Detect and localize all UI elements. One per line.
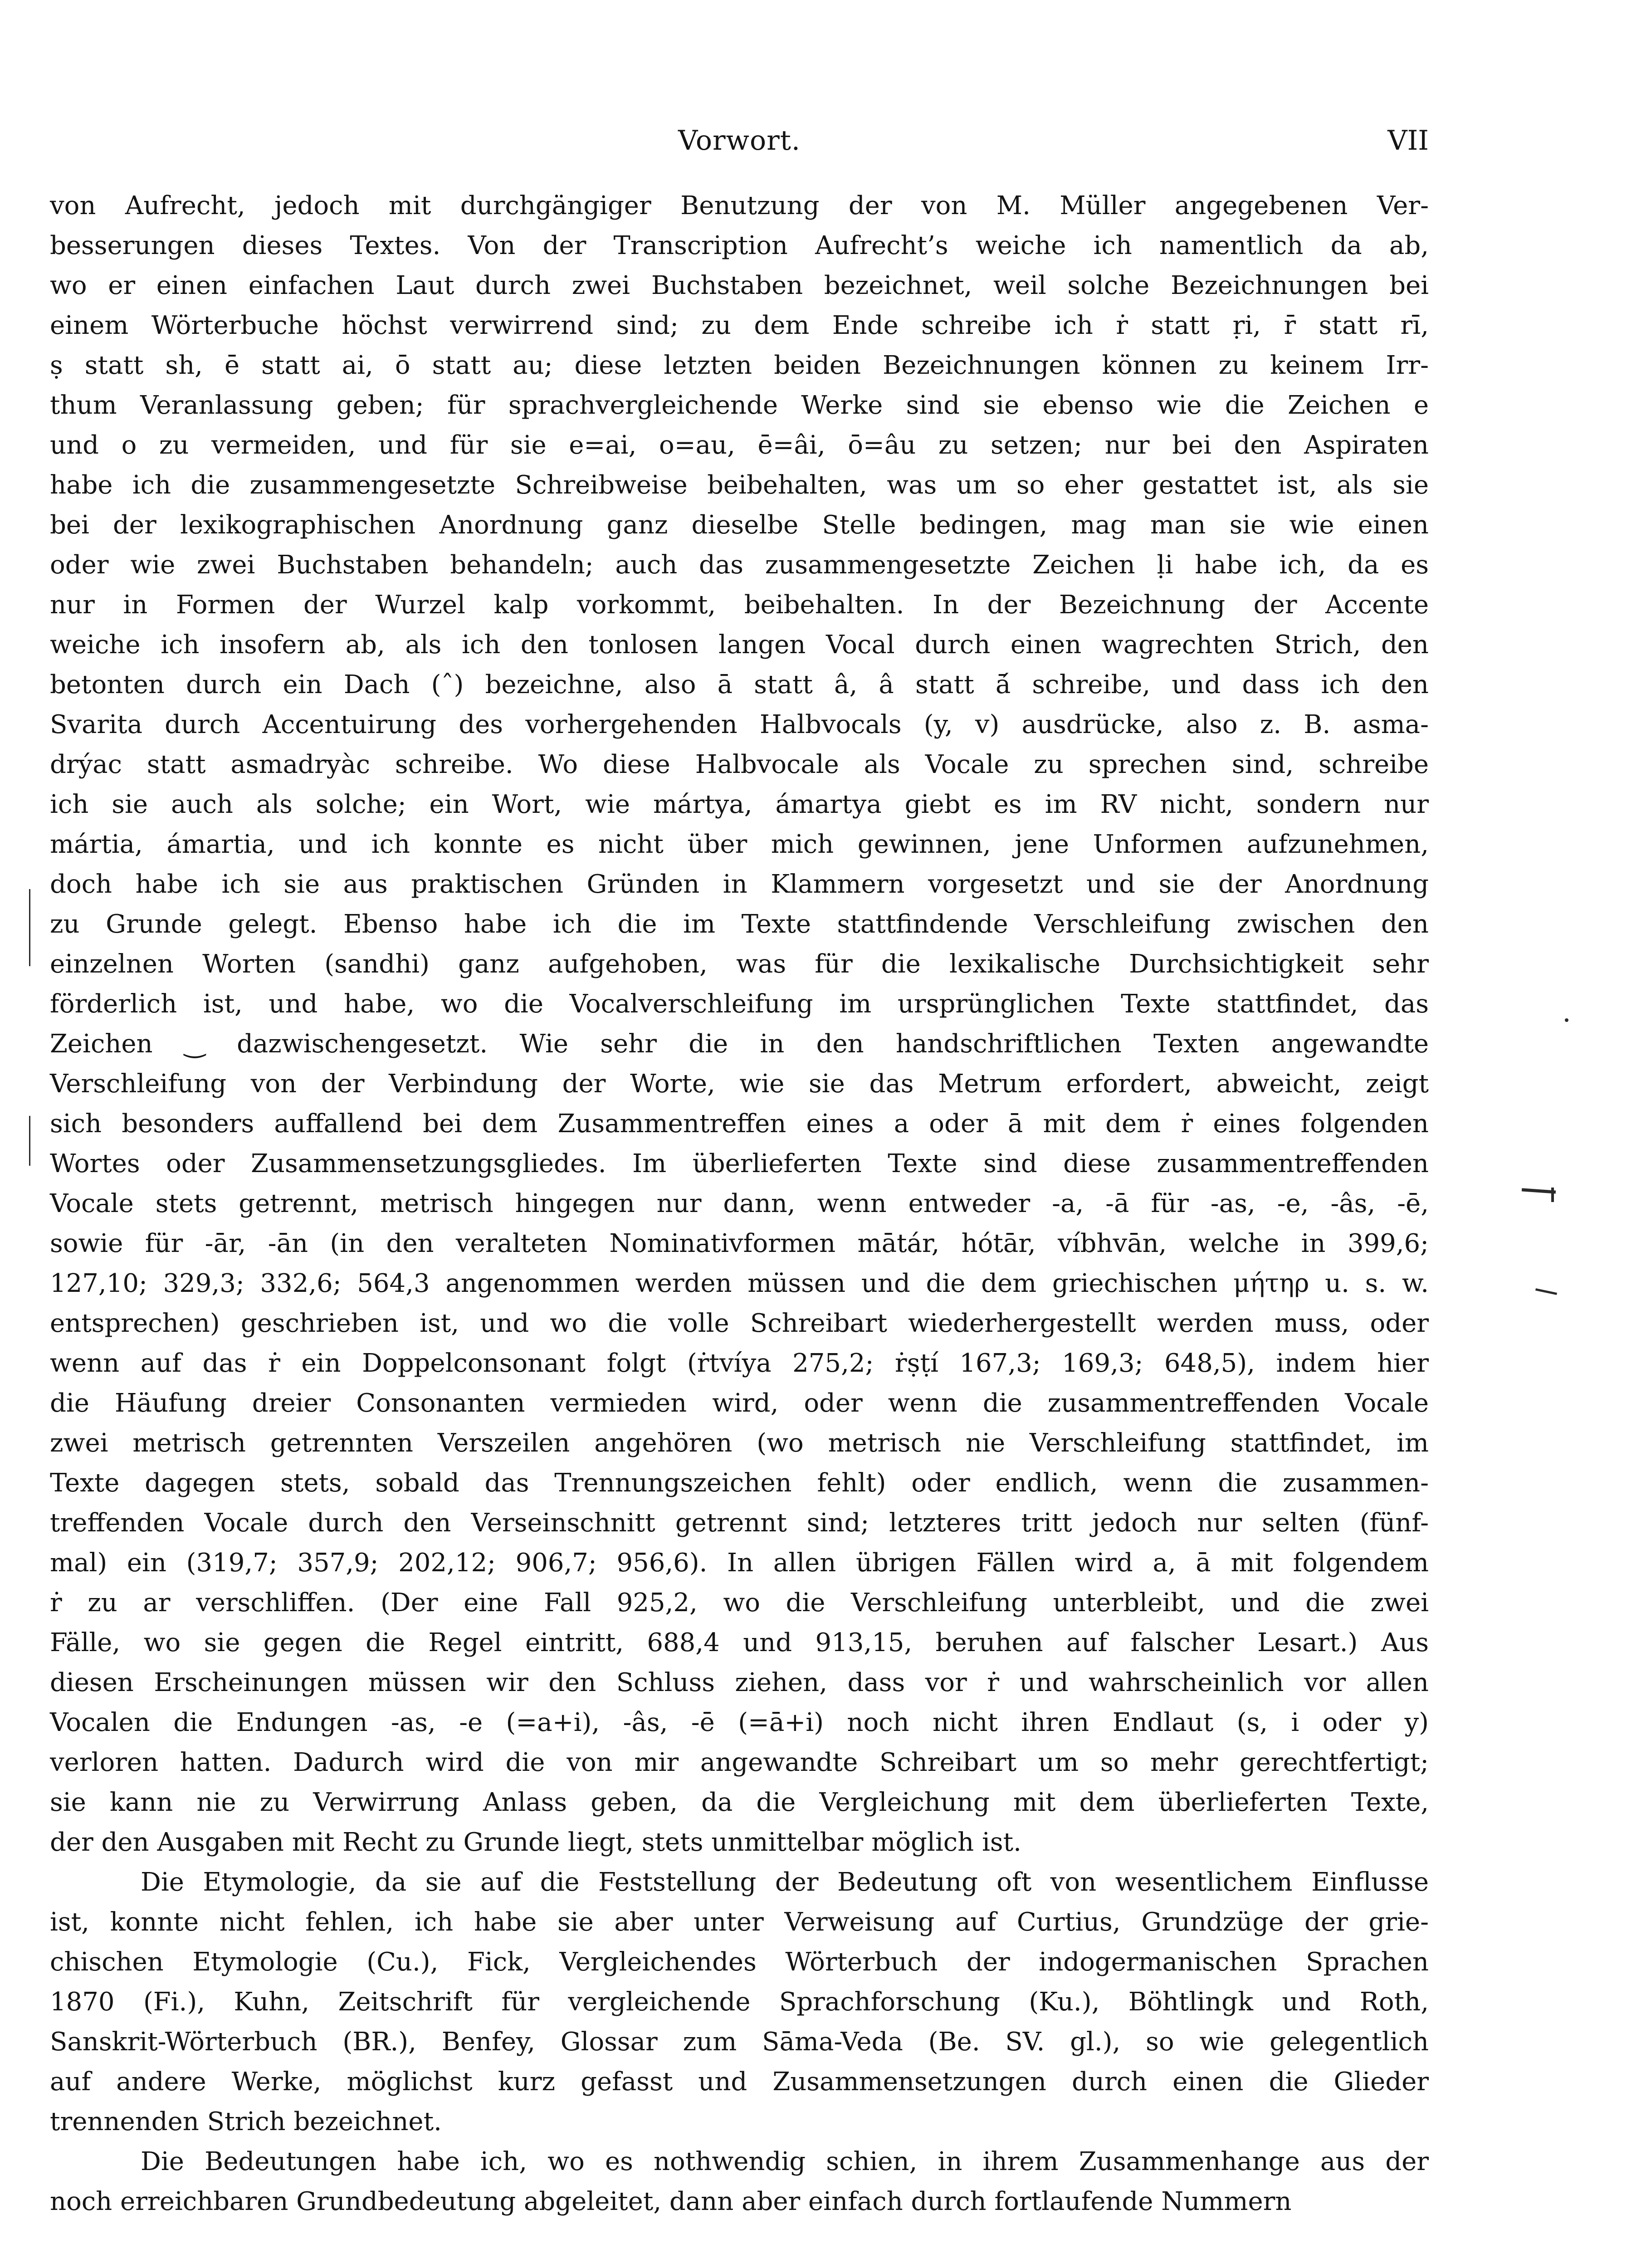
text-line: betonten durch ein Dach (ˆ) bezeichne, also ā statt â, â statt ā́ schreibe, und dass ich den	[50, 670, 1429, 699]
text-line: Wortes oder Zusammensetzungsgliedes. Im überlieferten Texte sind diese zusammentreffenden	[50, 1149, 1429, 1178]
text-line: treffenden Vocale durch den Verseinschnitt getrennt sind; letzteres tritt jedoch nur selten (fünf-	[50, 1508, 1429, 1538]
text-line: zu Grunde gelegt. Ebenso habe ich die im Texte stattfindende Verschleifung zwischen den	[50, 909, 1429, 939]
body-text	[50, 186, 1429, 2222]
text-line: 127,10; 329,3; 332,6; 564,3 angenommen werden müssen und die dem griechischen μήτηρ u. s. w.	[50, 1269, 1429, 1298]
running-title: Vorwort.	[678, 125, 801, 156]
text-line: sowie für -ār, -ān (in den veralteten Nominativformen mātár, hótār, víbhvān, welche in 399,6;	[50, 1229, 1429, 1258]
text-line: zwei metrisch getrennten Verszeilen angehören (wo metrisch nie Verschleifung stattfindet, im	[50, 1428, 1429, 1458]
text-line: einzelnen Worten (sandhi) ganz aufgehoben, was für die lexikalische Durchsichtigkeit sehr	[50, 949, 1429, 979]
text-line: wenn auf das ṙ ein Doppelconsonant folgt (ṙtvíya 275,2; ṙṣṭí 167,3; 169,3; 648,5), indem hier	[50, 1349, 1429, 1378]
text-line: mal) ein (319,7; 357,9; 202,12; 906,7; 956,6). In allen übrigen Fällen wird a, ā mit folgendem	[50, 1548, 1429, 1578]
text-line: besserungen dieses Textes. Von der Transcription Aufrecht’s weiche ich namentlich da ab,	[50, 231, 1429, 260]
text-line: verloren hatten. Dadurch wird die von mir angewandte Schreibart um so mehr gerechtfertigt;	[50, 1748, 1429, 1777]
text-line: ṙ zu ar verschliffen. (Der eine Fall 925,2, wo die Verschleifung unterbleibt, und die zwei	[50, 1588, 1429, 1618]
text-line: chischen Etymologie (Cu.), Fick, Vergleichendes Wörterbuch der indogermanischen Sprachen	[50, 1947, 1429, 1977]
text-line: der den Ausgaben mit Recht zu Grunde liegt, stets unmittelbar möglich ist.	[50, 1828, 1021, 1857]
text-line: oder wie zwei Buchstaben behandeln; auch das zusammengesetzte Zeichen ḷi habe ich, da es	[50, 550, 1429, 580]
text-line: Zeichen ‿ dazwischengesetzt. Wie sehr die in den handschriftlichen Texten angewandte	[50, 1029, 1429, 1059]
text-line: auf andere Werke, möglichst kurz gefasst und Zusammensetzungen durch einen die Glieder	[50, 2067, 1429, 2097]
text-line: thum Veranlassung geben; für sprachvergleichende Werke sind sie ebenso wie die Zeichen e	[50, 391, 1429, 420]
margin-mark	[1522, 1188, 1556, 1193]
text-line: habe ich die zusammengesetzte Schreibweise beibehalten, was um so eher gestattet ist, als sie	[50, 470, 1429, 500]
margin-mark	[1565, 1018, 1568, 1022]
text-line: ist, konnte nicht fehlen, ich habe sie aber unter Verweisung auf Curtius, Grundzüge der grie-	[50, 1907, 1429, 1937]
margin-mark	[29, 889, 30, 966]
text-line: trennenden Strich bezeichnet.	[50, 2107, 442, 2136]
text-line: weiche ich insofern ab, als ich den tonlosen langen Vocal durch einen wagrechten Strich, den	[50, 630, 1429, 660]
text-line: sich besonders auffallend bei dem Zusammentreffen eines a oder ā mit dem ṙ eines folgenden	[50, 1109, 1429, 1139]
text-line: drýac statt asmadryàc schreibe. Wo diese Halbvocale als Vocale zu sprechen sind, schreibe	[50, 750, 1429, 779]
text-line: einem Wörterbuche höchst verwirrend sind; zu dem Ende schreibe ich ṙ statt ṛi, r̄ statt rī,	[50, 311, 1429, 340]
text-line: noch erreichbaren Grundbedeutung abgeleitet, dann aber einfach durch fortlaufende Nummern	[50, 2187, 1292, 2216]
text-line: sie kann nie zu Verwirrung Anlass geben, da die Vergleichung mit dem überlieferten Texte,	[50, 1788, 1429, 1817]
text-line: Vocalen die Endungen -as, -e (=a+i), -âs, -ē (=ā+i) noch nicht ihren Endlaut (s, i oder y)	[50, 1708, 1429, 1737]
text-line: die Häufung dreier Consonanten vermieden wird, oder wenn die zusammentreffenden Vocale	[50, 1388, 1429, 1418]
text-line: 1870 (Fi.), Kuhn, Zeitschrift für vergleichende Sprachforschung (Ku.), Böhtlingk und Roth,	[50, 1987, 1429, 2017]
text-line: Sanskrit-Wörterbuch (BR.), Benfey, Glossar zum Sāma-Veda (Be. SV. gl.), so wie gelegentlich	[50, 2027, 1429, 2057]
text-line: entsprechen) geschrieben ist, und wo die volle Schreibart wiederhergestellt werden muss, oder	[50, 1309, 1429, 1338]
text-line: bei der lexikographischen Anordnung ganz dieselbe Stelle bedingen, mag man sie wie einen	[50, 510, 1429, 540]
text-line: mártia, ámartia, und ich konnte es nicht über mich gewinnen, jene Unformen aufzunehmen,	[50, 830, 1429, 859]
text-line: Verschleifung von der Verbindung der Worte, wie sie das Metrum erfordert, abweicht, zeigt	[50, 1069, 1429, 1099]
text-line: ich sie auch als solche; ein Wort, wie mártya, ámartya giebt es im RV nicht, sondern nur	[50, 790, 1429, 819]
page-header	[50, 122, 1429, 159]
text-line: ṣ statt sh, ē statt ai, ō statt au; diese letzten beiden Bezeichnungen können zu keinem Irr-	[50, 351, 1429, 380]
margin-mark	[1535, 1288, 1557, 1295]
text-line: förderlich ist, und habe, wo die Vocalverschleifung im ursprünglichen Texte stattfindet, das	[50, 989, 1429, 1019]
text-line: von Aufrecht, jedoch mit durchgängiger Benutzung der von M. Müller angegebenen Ver-	[50, 191, 1429, 220]
text-line: Fälle, wo sie gegen die Regel eintritt, 688,4 und 913,15, beruhen auf falscher Lesart.) Aus	[50, 1628, 1429, 1657]
margin-mark	[1551, 1188, 1554, 1202]
text-line: und o zu vermeiden, und für sie e=ai, o=au, ē=âi, ō=âu zu setzen; nur bei den Aspiraten	[50, 430, 1429, 460]
text-line: wo er einen einfachen Laut durch zwei Buchstaben bezeichnet, weil solche Bezeichnungen bei	[50, 271, 1429, 300]
text-line: Die Etymologie, da sie auf die Feststellung der Bedeutung oft von wesentlichem Einflusse	[141, 1867, 1429, 1897]
margin-mark	[29, 1116, 30, 1166]
text-line: Die Bedeutungen habe ich, wo es nothwendig schien, in ihrem Zusammenhange aus der	[141, 2147, 1429, 2176]
text-line: diesen Erscheinungen müssen wir den Schluss ziehen, dass vor ṙ und wahrscheinlich vor allen	[50, 1668, 1429, 1697]
page-number: VII	[1387, 125, 1429, 156]
text-line: nur in Formen der Wurzel kalp vorkommt, beibehalten. In der Bezeichnung der Accente	[50, 590, 1429, 620]
text-line: doch habe ich sie aus praktischen Gründen in Klammern vorgesetzt und sie der Anordnung	[50, 870, 1429, 899]
text-line: Texte dagegen stets, sobald das Trennungszeichen fehlt) oder endlich, wenn die zusammen-	[50, 1468, 1429, 1498]
text-line: Vocale stets getrennt, metrisch hingegen nur dann, wenn entweder -a, -ā für -as, -e, -âs, -ē,	[50, 1189, 1429, 1218]
text-line: Svarita durch Accentuirung des vorhergehenden Halbvocals (y, v) ausdrücke, also z. B. asma-	[50, 710, 1429, 739]
